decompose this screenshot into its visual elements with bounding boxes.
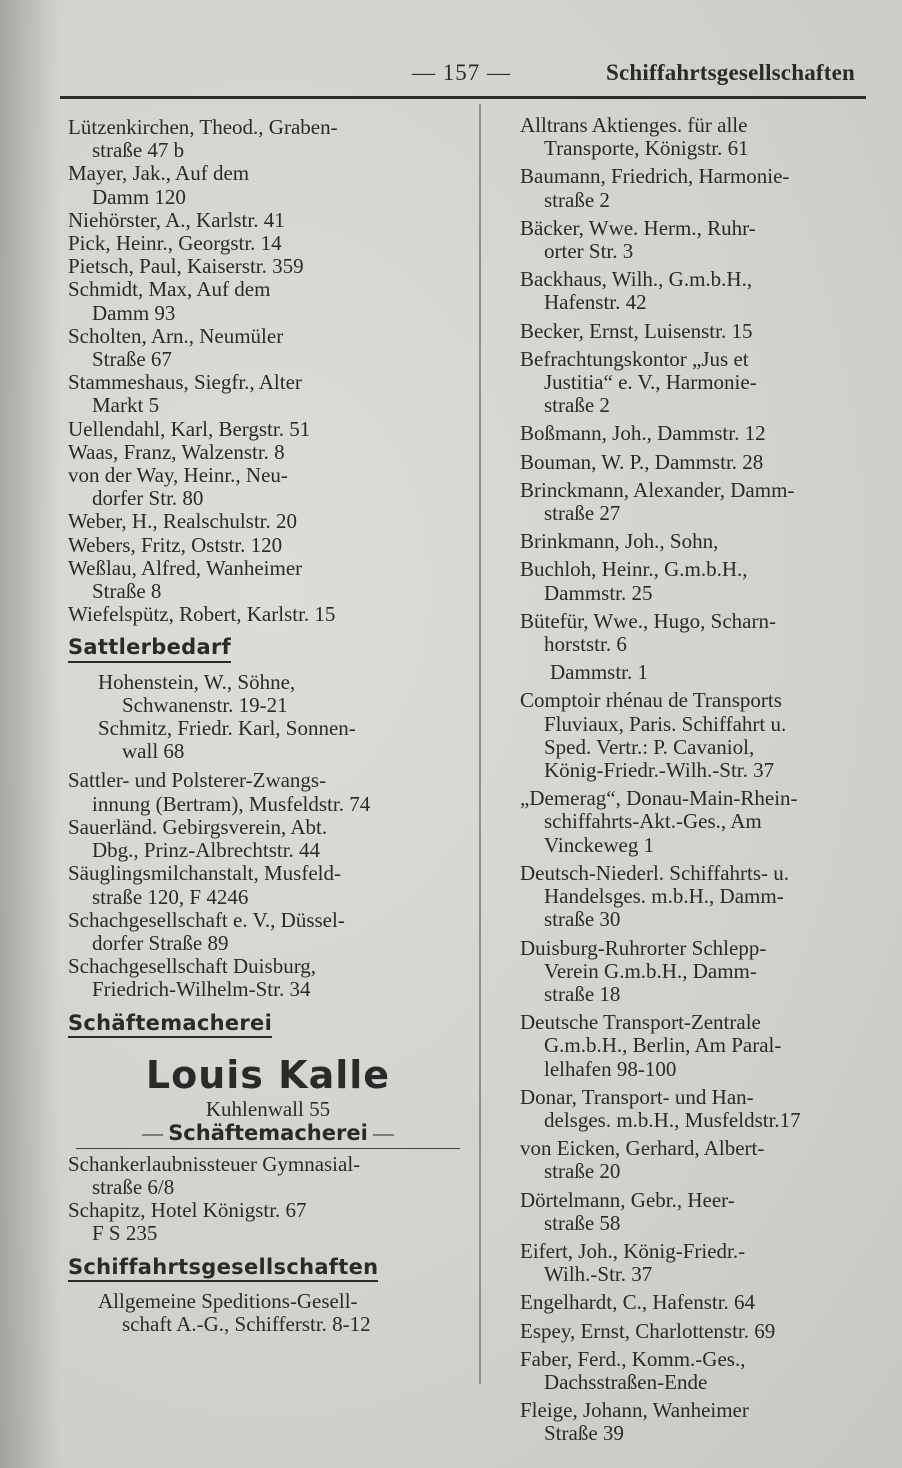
running-head: Schiffahrtsgesellschaften	[606, 60, 856, 85]
entry-line: Dörtelmann, Gebr., Heer-	[520, 1187, 735, 1212]
directory-entry	[520, 558, 882, 604]
entry-line: Säuglingsmilchanstalt, Musfeld-	[68, 861, 341, 886]
entry-line: Brinckmann, Alexander, Damm-	[520, 477, 795, 502]
entry-line: Hohenstein, W., Söhne,	[98, 669, 296, 694]
directory-entry	[68, 441, 470, 464]
entry-line: König-Friedr.-Wilh.-Str. 37	[544, 758, 775, 783]
directory-entry	[520, 348, 882, 418]
entry-line: wall 68	[122, 739, 185, 764]
entry-line: Donar, Transport- und Han-	[520, 1084, 754, 1109]
entry-line: Buchloh, Heinr., G.m.b.H.,	[520, 557, 748, 582]
section-heading-schiffahrt: Schiffahrtsgesellschaften	[68, 1256, 378, 1282]
entry-line: Uellendahl, Karl, Bergstr. 51	[68, 416, 311, 441]
directory-entry	[520, 320, 882, 343]
entry-line: straße 6/8	[92, 1174, 175, 1199]
entry-line: Handelsges. m.b.H., Damm-	[544, 884, 784, 909]
entry-line: G.m.b.H., Berlin, Am Paral-	[544, 1033, 782, 1058]
entry-line: innung (Bertram), Musfeldstr. 74	[92, 791, 371, 816]
directory-entry	[520, 165, 882, 211]
entry-line: Pick, Heinr., Georgstr. 14	[68, 231, 282, 256]
directory-entry	[520, 530, 882, 553]
entry-line: horststr. 6	[544, 632, 627, 657]
entry-line: straße 27	[544, 501, 621, 526]
entry-line: Straße 67	[92, 347, 172, 372]
entry-line: Eifert, Joh., König-Friedr.-	[520, 1238, 746, 1263]
directory-entry	[520, 661, 882, 684]
entry-line: Weber, H., Realschulstr. 20	[68, 509, 298, 534]
directory-entry	[68, 209, 470, 232]
directory-entry	[68, 510, 470, 533]
entry-line: straße 2	[544, 393, 610, 418]
ad-dash-right: —	[373, 1120, 395, 1145]
entry-line: Bouman, W. P., Dammstr. 28	[520, 449, 764, 474]
directory-entry	[520, 422, 882, 445]
ad-dash-left: —	[141, 1120, 163, 1145]
directory-entry	[68, 1153, 470, 1199]
directory-entry	[68, 1290, 470, 1336]
entry-line: Fleige, Johann, Wanheimer	[520, 1398, 749, 1423]
page-number: — 157 —	[412, 60, 511, 85]
entry-line: Schmidt, Max, Auf dem	[68, 277, 271, 302]
entry-line: Comptoir rhénau de Transports	[520, 688, 782, 713]
entry-line: Alltrans Aktienges. für alle	[520, 113, 748, 137]
column-divider	[479, 104, 481, 1384]
directory-entry	[520, 1348, 882, 1394]
entry-line: Verein G.m.b.H., Damm-	[544, 958, 757, 983]
entry-line: Straße 39	[544, 1421, 624, 1446]
directory-entry	[520, 1189, 882, 1235]
ad-trade-line	[68, 1121, 468, 1146]
entry-list-misc	[68, 769, 470, 1001]
directory-entry	[68, 671, 470, 717]
directory-entry	[520, 1137, 882, 1183]
entry-line: straße 47 b	[92, 138, 185, 163]
advertisement	[68, 1052, 468, 1149]
entry-line: Becker, Ernst, Luisenstr. 15	[520, 318, 753, 343]
directory-entry	[520, 479, 882, 525]
entry-line: Schwanenstr. 19-21	[122, 692, 288, 717]
directory-entry	[68, 955, 470, 1001]
entry-line: Damm 93	[92, 300, 176, 325]
directory-entry	[520, 610, 882, 656]
directory-entry	[68, 862, 470, 908]
entry-line: lelhafen 98-100	[544, 1056, 677, 1081]
entry-list-right	[520, 114, 882, 1451]
entry-line: delsges. m.b.H., Musfeldstr.17	[544, 1107, 801, 1132]
directory-entry	[520, 862, 882, 932]
entry-line: straße 58	[544, 1210, 621, 1235]
directory-entry	[68, 909, 470, 955]
entry-line: von Eicken, Gerhard, Albert-	[520, 1136, 765, 1161]
entry-line: Schapitz, Hotel Königstr. 67	[68, 1198, 307, 1223]
entry-line: Lützenkirchen, Theod., Graben-	[68, 115, 338, 139]
entry-line: Pietsch, Paul, Kaiserstr. 359	[68, 254, 304, 279]
directory-entry	[520, 1291, 882, 1314]
entry-line: Justitia“ e. V., Harmonie-	[544, 370, 757, 395]
left-column	[68, 116, 470, 1336]
ad-rule	[76, 1148, 460, 1149]
entry-line: Dammstr. 25	[544, 580, 653, 605]
entry-line: Sauerländ. Gebirgsverein, Abt.	[68, 814, 328, 839]
directory-entry	[68, 534, 470, 557]
entry-line: schiffahrts-Akt.-Ges., Am	[544, 809, 762, 834]
directory-entry	[68, 278, 470, 324]
directory-entry	[68, 371, 470, 417]
section-heading-sattlerbedarf: Sattlerbedarf	[68, 636, 231, 662]
directory-entry	[520, 1086, 882, 1132]
entry-line: Wiefelspütz, Robert, Karlstr. 15	[68, 602, 336, 627]
entry-line: Mayer, Jak., Auf dem	[68, 161, 250, 186]
entry-line: Bütefür, Wwe., Hugo, Scharn-	[520, 608, 776, 633]
right-column	[520, 114, 882, 1451]
entry-line: orter Str. 3	[544, 239, 634, 264]
ad-trade: Schäftemacherei	[168, 1120, 368, 1145]
entry-line: Espey, Ernst, Charlottenstr. 69	[520, 1318, 776, 1343]
entry-line: Bäcker, Wwe. Herm., Ruhr-	[520, 215, 756, 240]
entry-line: Sattler- und Polsterer-Zwangs-	[68, 768, 327, 793]
directory-entry	[520, 1320, 882, 1343]
directory-entry	[68, 255, 470, 278]
entry-line: Boßmann, Joh., Dammstr. 12	[520, 421, 766, 446]
directory-entry	[520, 787, 882, 857]
directory-entry	[520, 1011, 882, 1081]
entry-line: Baumann, Friedrich, Harmonie-	[520, 164, 790, 189]
directory-entry	[68, 116, 470, 162]
entry-line: Deutsche Transport-Zentrale	[520, 1010, 761, 1035]
entry-line: „Demerag“, Donau-Main-Rhein-	[520, 786, 798, 811]
directory-entry	[68, 464, 470, 510]
section-heading-schaeftemacherei: Schäftemacherei	[68, 1012, 272, 1038]
entry-line: Schachgesellschaft e. V., Düssel-	[68, 907, 345, 932]
entry-line: Backhaus, Wilh., G.m.b.H.,	[520, 267, 753, 292]
entry-line: von der Way, Heinr., Neu-	[68, 463, 288, 488]
entry-line: straße 20	[544, 1159, 621, 1184]
entry-line: Weßlau, Alfred, Wanheimer	[68, 555, 303, 580]
entry-list-top	[68, 116, 470, 626]
entry-line: Wilh.-Str. 37	[544, 1262, 653, 1287]
entry-line: straße 18	[544, 981, 621, 1006]
directory-entry	[68, 325, 470, 371]
entry-list-schiffahrt	[68, 1290, 470, 1336]
entry-line: Transporte, Königstr. 61	[544, 136, 749, 161]
directory-entry	[68, 603, 470, 626]
directory-entry	[68, 816, 470, 862]
entry-line: Befrachtungskontor „Jus et	[520, 346, 749, 371]
directory-entry	[520, 451, 882, 474]
entry-line: Brinkmann, Joh., Sohn,	[520, 529, 719, 554]
directory-entry	[68, 557, 470, 603]
directory-entry	[520, 937, 882, 1007]
directory-entry	[520, 1399, 882, 1445]
entry-line: Damm 120	[92, 184, 186, 209]
entry-line: Hafenstr. 42	[544, 290, 647, 315]
entry-line: dorfer Str. 80	[92, 486, 204, 511]
entry-line: Friedrich-Wilhelm-Str. 34	[92, 977, 311, 1002]
page-header	[0, 58, 902, 92]
entry-line: Scholten, Arn., Neumüler	[68, 323, 284, 348]
entry-line: straße 120, F 4246	[92, 884, 249, 909]
directory-entry	[68, 162, 470, 208]
entry-line: straße 30	[544, 907, 621, 932]
entry-line: Waas, Franz, Walzenstr. 8	[68, 439, 285, 464]
entry-line: Schachgesellschaft Duisburg,	[68, 954, 317, 979]
entry-list-schank	[68, 1153, 470, 1246]
entry-line: Fluviaux, Paris. Schiffahrt u.	[544, 711, 787, 736]
directory-entry	[520, 689, 882, 782]
entry-line: Dbg., Prinz-Albrechtstr. 44	[92, 838, 321, 863]
entry-line: Stammeshaus, Siegfr., Alter	[68, 370, 302, 395]
directory-entry	[520, 1240, 882, 1286]
entry-line: Dammstr. 1	[550, 660, 648, 685]
entry-line: Deutsch-Niederl. Schiffahrts- u.	[520, 860, 790, 885]
entry-line: straße 2	[544, 187, 610, 212]
entry-line: schaft A.-G., Schifferstr. 8-12	[122, 1311, 371, 1336]
directory-entry	[68, 769, 470, 815]
entry-line: Straße 8	[92, 579, 162, 604]
directory-entry	[68, 418, 470, 441]
directory-entry	[68, 717, 470, 763]
page-shadow	[0, 0, 60, 1468]
entry-line: Vinckeweg 1	[544, 832, 655, 857]
entry-line: Schmitz, Friedr. Karl, Sonnen-	[98, 716, 356, 741]
directory-entry	[520, 268, 882, 314]
header-rule	[60, 96, 866, 99]
entry-line: Dachsstraßen-Ende	[544, 1369, 708, 1394]
directory-entry	[68, 232, 470, 255]
entry-line: Schankerlaubnissteuer Gymnasial-	[68, 1151, 361, 1176]
ad-address: Kuhlenwall 55	[205, 1096, 331, 1121]
directory-entry	[68, 1199, 470, 1245]
entry-line: Faber, Ferd., Komm.-Ges.,	[520, 1346, 746, 1371]
entry-line: Markt 5	[92, 393, 160, 418]
entry-line: Webers, Fritz, Oststr. 120	[68, 532, 283, 557]
entry-line: Engelhardt, C., Hafenstr. 64	[520, 1290, 756, 1315]
entry-line: Sped. Vertr.: P. Cavaniol,	[544, 734, 755, 759]
entry-line: dorfer Straße 89	[92, 930, 229, 955]
entry-list-sattlerbedarf	[68, 671, 470, 764]
directory-entry	[520, 114, 882, 160]
entry-line: Niehörster, A., Karlstr. 41	[68, 207, 285, 232]
ad-company-name: Louis Kalle	[145, 1052, 391, 1097]
entry-line: Allgemeine Speditions-Gesell-	[98, 1288, 358, 1313]
directory-entry	[520, 217, 882, 263]
entry-line: F S 235	[92, 1221, 158, 1246]
entry-line: Duisburg-Ruhrorter Schlepp-	[520, 935, 767, 960]
